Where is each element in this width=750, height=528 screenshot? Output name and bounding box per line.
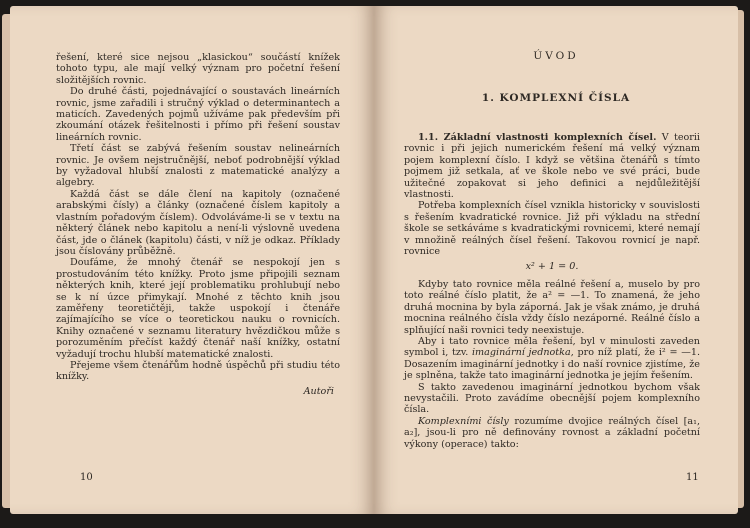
emphasis: imaginární jednotka [471,347,571,359]
signature: Autoři [303,385,334,397]
paragraph: Potřeba komplexních čísel vznikla historicky v souvislosti s řešením kvadratické rovnice. Již při výkladu na střední škole se setkáváme s kvadratickými rovnicemi, které nemají v množině reálných čísel řešení. Takovou rovnicí je např. rovnice [404,200,700,258]
paragraph: Do druhé části, pojednávající o soustavách lineárních rovnic, jsme zařadili i stručný výklad o determinantech a maticích. Zavedených pojmů užíváme pak především při zkoumání otázek řešitelnosti i přímo při řešení soustav lineárních rovnic. [56,86,340,143]
paragraph [404,336,700,382]
chapter-title: 1. KOMPLEXNÍ ČÍSLA [481,92,631,104]
emphasis: Komplexními čísly [418,415,509,427]
text-span: Aby i tato rovnice měla řešení, byl v minulosti zaveden symbol i, tzv. [404,335,700,359]
paragraph: Kdyby tato rovnice měla reálné řešení a, muselo by pro toto reálné číslo platit, že a² = —1. To znamená, že jeho druhá mocnina by byla záporná. Jak je však známo, je druhá mocnina reálného čísla vždy číslo nezáporné. Reálné číslo a splňující naši rovnici tedy neexistuje. [404,278,700,336]
left-page [10,6,374,514]
page-number: 10 [80,472,93,483]
paragraph: S takto zavedenou imaginární jednotkou bychom však nevystačili. Proto zavádíme obecnější pojem komplexního čísla. [404,381,700,416]
right-page [374,6,738,514]
right-page-text [404,132,700,450]
paragraph: Třetí část se zabývá řešením soustav nelineárních rovnic. Je ovšem nejstručnější, neboť podrobnější výklad by vyžadoval hlubší znalosti z matematické analýzy a algebry. [56,143,340,189]
section-title: 1.1. Základní vlastnosti komplexních čísel. [418,132,657,143]
paragraph [404,132,700,200]
page-heading: ÚVOD [533,50,579,62]
text-span: rozumíme dvojice reálných čísel [a₁, a₂], jsou-li pro ně definovány rovnost a základní početní výkony (operace) takto: [404,415,700,450]
paragraph: Přejeme všem čtenářům hodně úspěchů při studiu této knížky. [56,359,340,383]
left-page-text [56,52,340,397]
paragraph: Doufáme, že mnohý čtenář se nespokojí jen s prostudováním této knížky. Proto jsme připojili seznam některých knih, které její problematiku prohlubují nebo se k ní úzce přimykají. Mnohé z těchto knih jsou zaměřeny teoretičtěji, takže uspokojí i čtenáře zajímajícího se více o teoretickou nauku o rovnicích. Knihy označené v seznamu literatury hvězdičkou může s porozuměním přečíst každý čtenář naší knížky, ostatní vyžadují trochu hlubší matematické znalosti. [56,257,340,360]
formula: x² + 1 = 0. [525,261,579,273]
paragraph: řešení, které sice nejsou „klasickou“ součástí knížek tohoto typu, ale mají velký význam pro početní řešení složitějších rovnic. [56,52,340,86]
text-span: , pro níž platí, že i² = —1. Dosazením imaginární jednotky i do naší rovnice zjistíme, že je splněna, takže tato imaginární jednotka je jejím řešením. [404,347,700,382]
page-number: 11 [686,472,699,483]
paragraph [404,416,700,450]
section-intro: V teorii rovnic i při jejich numerickém řešení má velký význam pojem komplexní číslo. I když se většina čtenářů s tímto pojmem již setkala, ať ve škole nebo ve své práci, bude užitečné zopakovat si jeho definici a nejdůležitější vlastnosti. [404,132,700,201]
paragraph: Každá část se dále člení na kapitoly (označené arabskými čísly) a články (označené číslem kapitoly a vlastním pořadovým číslem). Odvoláváme-li se v textu na některý článek nebo kapitolu a není-li výslovně uvedena část, jde o článek (kapitolu) části, v níž je odkaz. Příklady jsou číslovány průběžně. [56,188,340,257]
